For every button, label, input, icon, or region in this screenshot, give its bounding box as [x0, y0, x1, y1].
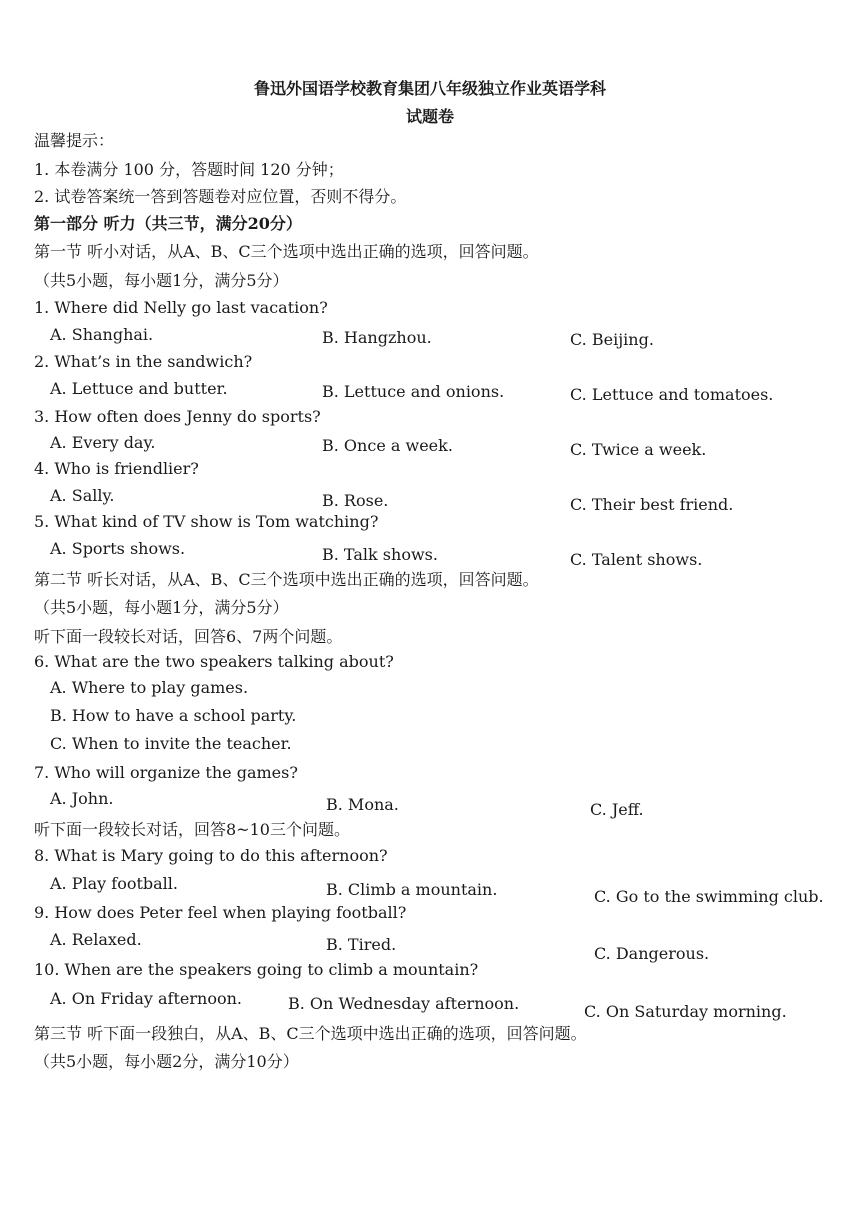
- section2-intro-2: 听下面一段较长对话，回答8~10三个问题。: [34, 820, 350, 839]
- section2-intro-1: 听下面一段较长对话，回答6、7两个问题。: [34, 627, 343, 646]
- section1-heading: 第一节 听小对话，从A、B、C三个选项中选出正确的选项，回答问题。: [34, 242, 539, 261]
- q8-option-b: B. Climb a mountain.: [326, 880, 498, 899]
- q8-option-a: A. Play football.: [50, 874, 178, 893]
- question-6: 6. What are the two speakers talking about?: [34, 652, 394, 671]
- q6-option-c: C. When to invite the teacher.: [50, 734, 292, 753]
- exam-title: 鲁迅外国语学校教育集团八年级独立作业英语学科: [253, 79, 606, 98]
- q4-option-c: C. Their best friend.: [570, 495, 734, 514]
- q7-option-b: B. Mona.: [326, 795, 399, 814]
- q3-option-b: B. Once a week.: [322, 436, 453, 455]
- q2-option-c: C. Lettuce and tomatoes.: [570, 385, 774, 404]
- q6-option-b: B. How to have a school party.: [50, 706, 297, 725]
- q6-option-a: A. Where to play games.: [50, 678, 249, 697]
- section1-note: （共5小题，每小题1分，满分5分）: [34, 271, 289, 290]
- notice-label: 温馨提示：: [34, 131, 115, 150]
- question-8: 8. What is Mary going to do this afternoon?: [34, 846, 388, 865]
- q10-option-a: A. On Friday afternoon.: [50, 989, 242, 1008]
- part1-heading: 第一部分 听力（共三节，满分20分）: [34, 214, 302, 233]
- q5-option-a: A. Sports shows.: [50, 539, 186, 558]
- q10-option-c: C. On Saturday morning.: [584, 1002, 787, 1021]
- q3-option-a: A. Every day.: [50, 433, 156, 452]
- question-2: 2. What’s in the sandwich?: [34, 352, 253, 371]
- notice-item-1: 1. 本卷满分 100 分，答题时间 120 分钟；: [34, 160, 344, 179]
- q4-option-b: B. Rose.: [322, 491, 389, 510]
- notice-item-2: 2. 试卷答案统一答到答题卷对应位置，否则不得分。: [34, 187, 407, 206]
- question-3: 3. How often does Jenny do sports?: [34, 407, 321, 426]
- q5-option-b: B. Talk shows.: [322, 545, 438, 564]
- question-9: 9. How does Peter feel when playing football?: [34, 903, 407, 922]
- q3-option-c: C. Twice a week.: [570, 440, 707, 459]
- q2-option-b: B. Lettuce and onions.: [322, 382, 505, 401]
- q5-option-c: C. Talent shows.: [570, 550, 703, 569]
- q10-option-b: B. On Wednesday afternoon.: [288, 994, 520, 1013]
- q8-option-c: C. Go to the swimming club.: [594, 887, 824, 906]
- section3-heading: 第三节 听下面一段独白，从A、B、C三个选项中选出正确的选项，回答问题。: [34, 1024, 587, 1043]
- question-10: 10. When are the speakers going to climb a mountain?: [34, 960, 479, 979]
- q1-option-a: A. Shanghai.: [50, 325, 154, 344]
- question-7: 7. Who will organize the games?: [34, 763, 298, 782]
- section2-note: （共5小题，每小题1分，满分5分）: [34, 598, 289, 617]
- q9-option-a: A. Relaxed.: [50, 930, 142, 949]
- question-4: 4. Who is friendlier?: [34, 459, 199, 478]
- q2-option-a: A. Lettuce and butter.: [50, 379, 228, 398]
- section3-note: （共5小题，每小题2分，满分10分）: [34, 1052, 299, 1071]
- q1-option-c: C. Beijing.: [570, 330, 654, 349]
- exam-subtitle: 试题卷: [405, 107, 454, 126]
- q9-option-c: C. Dangerous.: [594, 944, 710, 963]
- section2-heading: 第二节 听长对话，从A、B、C三个选项中选出正确的选项，回答问题。: [34, 570, 539, 589]
- q9-option-b: B. Tired.: [326, 935, 397, 954]
- question-1: 1. Where did Nelly go last vacation?: [34, 298, 328, 317]
- q7-option-a: A. John.: [50, 789, 114, 808]
- question-5: 5. What kind of TV show is Tom watching?: [34, 512, 379, 531]
- q4-option-a: A. Sally.: [50, 486, 115, 505]
- q7-option-c: C. Jeff.: [590, 800, 644, 819]
- q1-option-b: B. Hangzhou.: [322, 328, 432, 347]
